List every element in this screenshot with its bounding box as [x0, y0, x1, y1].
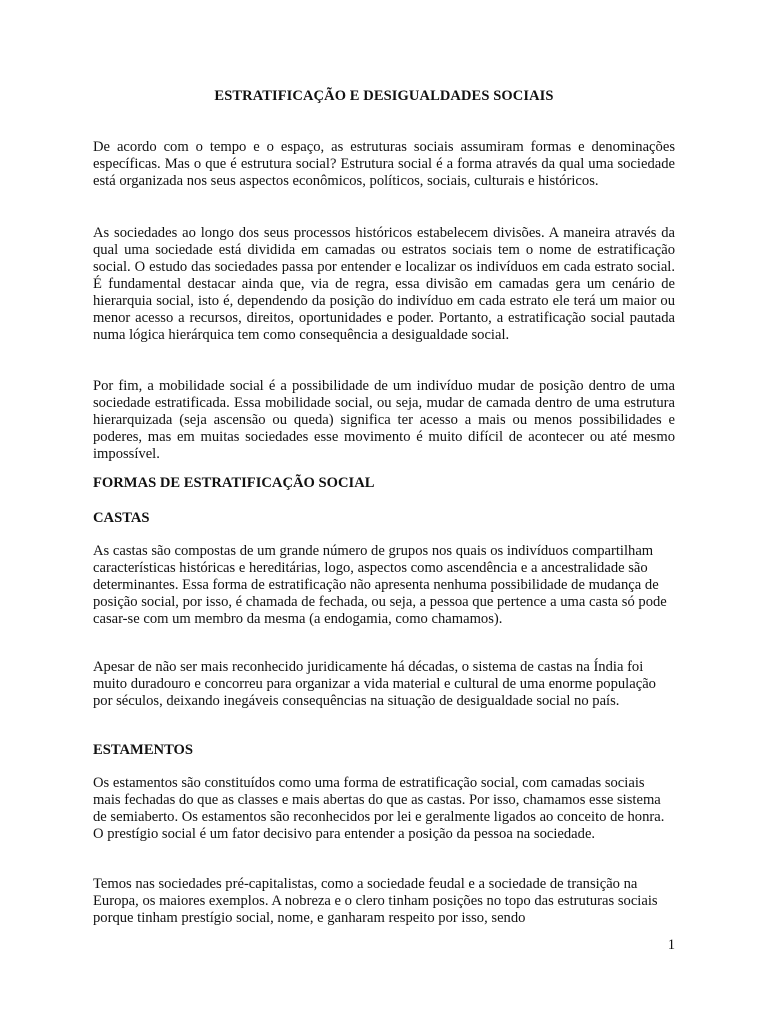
document-title: ESTRATIFICAÇÃO E DESIGUALDADES SOCIAIS	[214, 88, 554, 104]
estamentos-heading: ESTAMENTOS	[93, 742, 194, 758]
castas-heading: CASTAS	[93, 510, 150, 526]
paragraph-castas-2: Apesar de não ser mais reconhecido juridicamente há décadas, o sistema de castas na Índia foi muito duradouro e concorreu para organizar a vida material e cultural de uma enorme população por séculos, deixando inegáveis consequências na situação de desigualdade social no país.	[93, 659, 656, 709]
paragraph-intro: De acordo com o tempo e o espaço, as estruturas sociais assumiram formas e denominações específicas. Mas o que é estrutura social? Estrutura social é a forma através da qual uma sociedade está organizada nos seus aspectos econômicos, políticos, sociais, culturais e históricos.	[93, 139, 675, 189]
page-number: 1	[667, 937, 675, 953]
section-heading: FORMAS DE ESTRATIFICAÇÃO SOCIAL	[93, 475, 375, 491]
paragraph-mobility: Por fim, a mobilidade social é a possibilidade de um indivíduo mudar de posição dentro de uma sociedade estratificada. Essa mobilidade social, ou seja, mudar de camada dentro de uma estrutura hierarquizada (seja ascensão ou queda) significa ter acesso a mais ou menos possibilidades e poderes, mas em muitas sociedades esse movimento é muito difícil de acontecer ou até mesmo impossível.	[93, 378, 675, 462]
paragraph-estamentos-1: Os estamentos são constituídos como uma forma de estratificação social, com camadas sociais mais fechadas do que as classes e mais abertas do que as castas. Por isso, chamamos esse sistema de semiaberto. Os estamentos são reconhecidos por lei e geralmente ligados ao conceito de honra. O prestígio social é um fator decisivo para entender a posição da pessoa na sociedade.	[93, 775, 665, 842]
paragraph-stratification: As sociedades ao longo dos seus processos históricos estabelecem divisões. A maneira através da qual uma sociedade está dividida em camadas ou estratos sociais tem o nome de estratificação social. O estudo das sociedades passa por entender e localizar os indivíduos em cada estrato social. É fundamental destacar ainda que, via de regra, essa divisão em camadas gera um cenário de hierarquia social, isto é, dependendo da posição do indivíduo em cada estrato ele terá um maior ou menor acesso a recursos, direitos, oportunidades e poder. Portanto, a estratificação social pautada numa lógica hierárquica tem como consequência a desigualdade social.	[93, 225, 675, 343]
paragraph-castas-1: As castas são compostas de um grande número de grupos nos quais os indivíduos compartilham características históricas e hereditárias, logo, aspectos como ascendência e a ancestralidade são determinantes. Essa forma de estratificação não apresenta nenhuma possibilidade de mudança de posição social, por isso, é chamada de fechada, ou seja, a pessoa que pertence a uma casta só pode casar-se com um membro da mesma (a endogamia, como chamamos).	[93, 543, 667, 627]
document-page	[93, 0, 675, 1024]
paragraph-estamentos-2: Temos nas sociedades pré-capitalistas, como a sociedade feudal e a sociedade de transição na Europa, os maiores exemplos. A nobreza e o clero tinham posições no topo das estruturas sociais porque tinham prestígio social, nome, e ganharam respeito por isso, sendo	[93, 876, 658, 926]
